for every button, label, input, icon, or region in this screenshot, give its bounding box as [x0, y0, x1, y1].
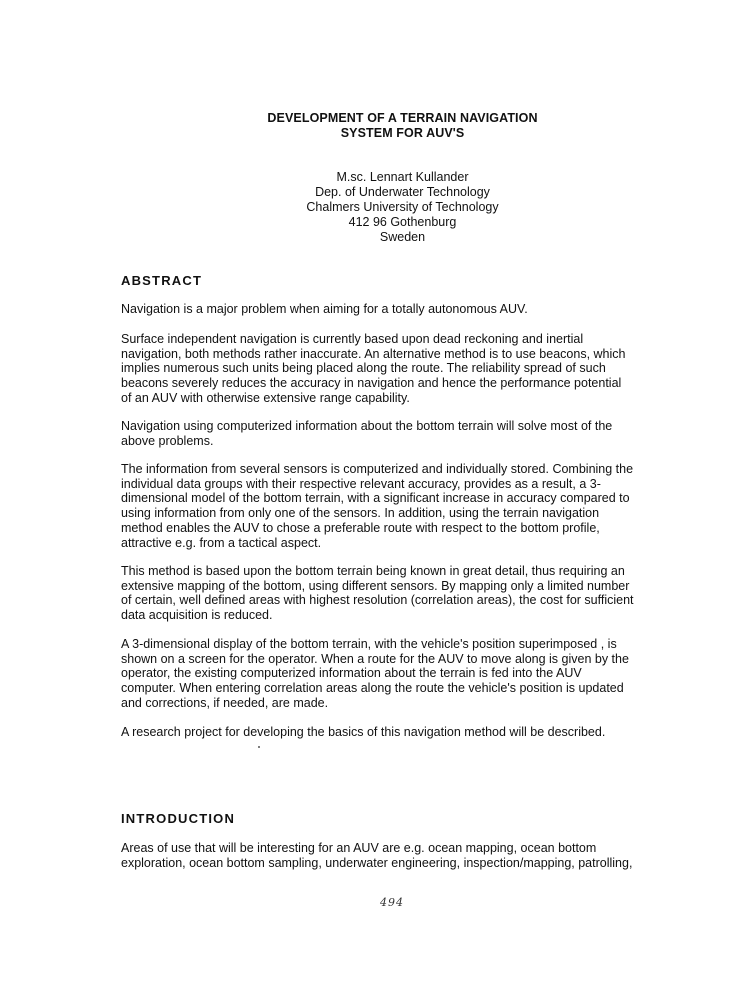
- text-line: Navigation is a major problem when aiming for a totally autonomous AUV.: [121, 302, 528, 316]
- author-name: M.sc. Lennart Kullander: [336, 170, 469, 184]
- paper-title: [200, 111, 605, 141]
- text-line: shown on a screen for the operator. When a route for the AUV to move along is given by the: [121, 651, 629, 666]
- text-line: navigation, both methods rather inaccurate. An alternative method is to use beacons, which: [121, 346, 626, 361]
- text-line: dimensional model of the bottom terrain, with a significant increase in accuracy compared to: [121, 491, 630, 506]
- text-line: individual data groups with their respective relevant accuracy, provides as a result, a 3-: [121, 476, 601, 491]
- text-line: exploration, ocean bottom sampling, underwater engineering, inspection/mapping, patrolling,: [121, 855, 633, 870]
- text-line: computer. When entering correlation areas along the route the vehicle's position is updated: [121, 681, 624, 696]
- text-line: Navigation using computerized information about the bottom terrain will solve most of the: [121, 419, 613, 433]
- author-postal-address: 412 96 Gothenburg: [348, 215, 457, 229]
- text-line: of an AUV with otherwise extensive range capability.: [121, 390, 410, 405]
- abstract-paragraph: [121, 462, 696, 550]
- abstract-paragraph: [121, 302, 696, 317]
- text-line: Areas of use that will be interesting for an AUV are e.g. ocean mapping, ocean bottom: [121, 841, 597, 855]
- text-line: extensive mapping of the bottom, using different sensors. By mapping only a limited number: [121, 578, 630, 593]
- text-line: and corrections, if needed, are made.: [121, 695, 329, 710]
- text-line: data acquisition is reduced.: [121, 608, 273, 623]
- text-line: above problems.: [121, 433, 214, 448]
- text-line: A research project for developing the basics of this navigation method will be described.: [121, 725, 606, 739]
- abstract-paragraph: [121, 637, 696, 711]
- text-line: beacons severely reduces the accuracy in navigation and hence the performance potential: [121, 376, 622, 391]
- abstract-paragraph: [121, 419, 696, 448]
- page-number: 494: [380, 896, 404, 909]
- introduction-paragraph: [121, 841, 696, 870]
- text-line: This method is based upon the bottom terrain being known in great detail, thus requiring an: [121, 564, 625, 578]
- text-line: method enables the AUV to chose a preferable route with respect to the bottom profile,: [121, 520, 600, 535]
- author-university: Chalmers University of Technology: [306, 200, 499, 214]
- text-line: A 3-dimensional display of the bottom terrain, with the vehicle's position superimposed , is: [121, 637, 617, 651]
- title-line: SYSTEM FOR AUV'S: [340, 126, 465, 140]
- introduction-heading: INTRODUCTION: [121, 811, 236, 826]
- abstract-paragraph: [121, 725, 696, 740]
- text-line: attractive e.g. from a tactical aspect.: [121, 535, 322, 550]
- author-department: Dep. of Underwater Technology: [315, 185, 490, 199]
- abstract-paragraph: [121, 332, 696, 406]
- text-line: using information from only one of the sensors. In addition, using the terrain navigation: [121, 506, 600, 521]
- scan-speck: [258, 746, 260, 748]
- abstract-paragraph: [121, 564, 696, 623]
- text-line: The information from several sensors is computerized and individually stored. Combining the: [121, 462, 634, 476]
- text-line: operator, the existing computerized information about the terrain is fed into the AUV: [121, 666, 582, 681]
- title-line: DEVELOPMENT OF A TERRAIN NAVIGATION: [267, 111, 538, 125]
- abstract-heading: ABSTRACT: [121, 273, 203, 288]
- text-line: Surface independent navigation is currently based upon dead reckoning and inertial: [121, 332, 584, 346]
- author-country: Sweden: [379, 230, 426, 244]
- author-block: [250, 170, 555, 245]
- text-line: of certain, well defined areas with highest resolution (correlation areas), the cost for sufficient: [121, 593, 634, 608]
- text-line: implies numerous such units being placed along the route. The reliability spread of such: [121, 361, 606, 376]
